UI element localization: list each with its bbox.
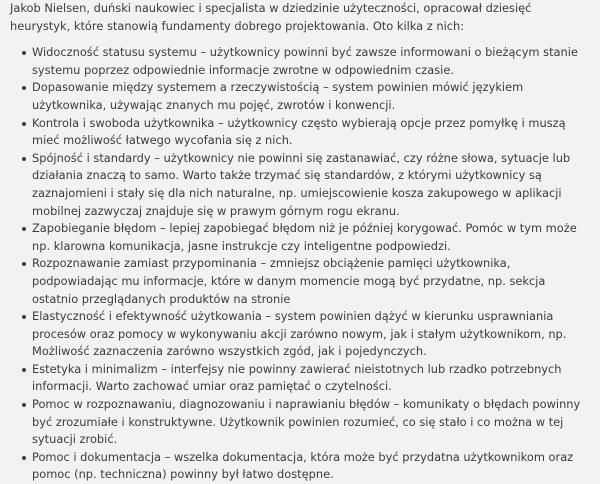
list-item: Spójność i standardy – użytkownicy nie powinni się zastanawiać, czy różne słowa, sytuacje lub działania znaczą to samo. Warto także trzymać się standardów, z którymi użytkownicy są zaznajomieni i stały się dla nich naturalne, np. umiejscowienie kosza zakupowego w aplikacji mobilnej zazwyczaj znajduje się w prawym górnym rogu ekranu. [22,150,592,220]
list-item: Pomoc w rozpoznawaniu, diagnozowaniu i naprawianiu błędów – komunikaty o błędach powinny być zrozumiałe i konstruktywne. Użytkownik powinien rozumieć, co się stało i co można w tej sytuacji zrobić. [22,396,592,449]
list-item: Pomoc i dokumentacja – wszelka dokumentacja, która może być przydatna użytkownikom oraz pomoc (np. techniczna) powinny był łatwo dostępne. [22,449,592,484]
list-item: Widoczność statusu systemu – użytkownicy powinni być zawsze informowani o bieżącym stanie systemu poprzez odpowiednie informacje zwrotne w odpowiednim czasie. [22,44,592,79]
heuristics-list [10,44,592,484]
list-item: Kontrola i swoboda użytkownika – użytkownicy często wybierają opcje przez pomyłkę i muszą mieć możliwość łatwego wycofania się z nich. [22,115,592,150]
list-item: Estetyka i minimalizm – interfejsy nie powinny zawierać nieistotnych lub rzadko potrzebnych informacji. Warto zachować umiar oraz pamiętać o czytelności. [22,361,592,396]
intro-paragraph: Jakob Nielsen, duński naukowiec i specjalista w dziedzinie użyteczności, opracował dziesięć heurystyk, które stanowią fundamenty dobrego projektowania. Oto kilka z nich: [10,1,532,33]
list-item: Dopasowanie między systemem a rzeczywistością – system powinien mówić językiem użytkownika, używając znanych mu pojęć, zwrotów i konwencji. [22,79,592,114]
list-item: Elastyczność i efektywność użytkowania – system powinien dążyć w kierunku usprawniania procesów oraz pomocy w wykonywaniu akcji zarówno nowym, jak i stałym użytkownikom, np. Możliwość zaznaczenia zarówno wszystkich zgód, jak i pojedynczych. [22,308,592,361]
list-item: Zapobieganie błędom – lepiej zapobiegać błędom niż je później korygować. Pomóc w tym może np. klarowna komunikacja, jasne instrukcje czy inteligentne podpowiedzi. [22,220,592,255]
list-item: Rozpoznawanie zamiast przypominania – zmniejsz obciążenie pamięci użytkownika, podpowiadając mu informacje, które w danym momencie mogą być przydatne, np. sekcja ostatnio przeglądanych produktów na stronie [22,255,592,308]
